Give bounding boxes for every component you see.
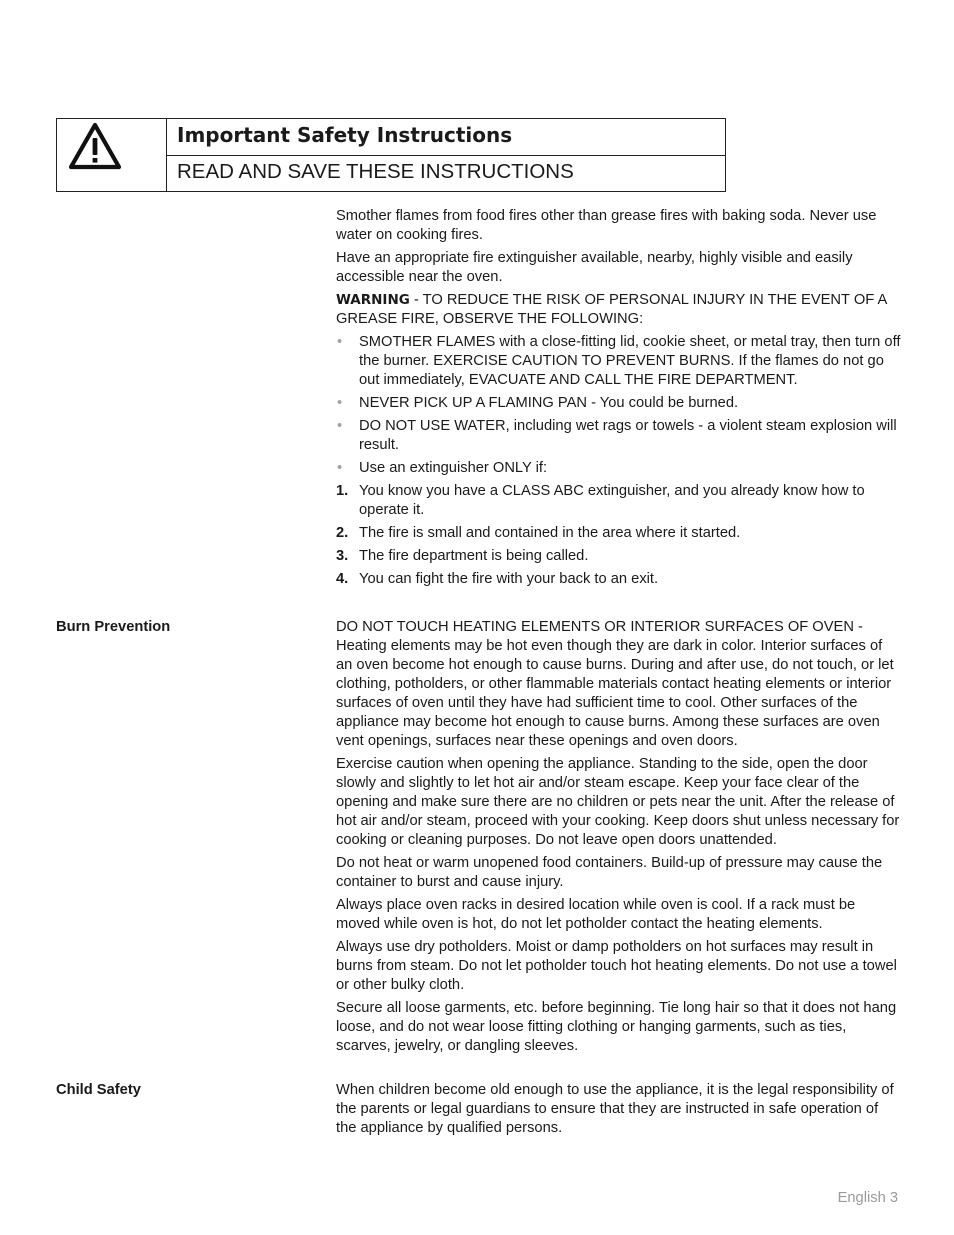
numbered-item: [336, 482, 902, 520]
numbered-item-text: You can fight the fire with your back to an exit.: [359, 571, 659, 587]
list-item-text: SMOTHER FLAMES with a close-fitting lid, cookie sheet, or metal tray, then turn off the burner. EXERCISE CAUTION TO PREVENT BURNS. If the flames do not go out immediately, EVACUATE AND CALL THE FIRE DEPARTMENT.: [359, 334, 901, 388]
item-number: 2.: [336, 525, 349, 541]
list-item: [336, 459, 902, 478]
paragraph: Have an appropriate fire extinguisher available, nearby, highly visible and easily accessible near the oven.: [336, 250, 853, 285]
item-number: 4.: [336, 571, 349, 587]
warning-text: - TO REDUCE THE RISK OF PERSONAL INJURY IN THE EVENT OF A GREASE FIRE, OBSERVE THE FOLLOWING:: [336, 292, 887, 327]
numbered-item: [336, 547, 902, 566]
header-subtitle: READ AND SAVE THESE INSTRUCTIONS: [177, 160, 574, 183]
item-number: 3.: [336, 548, 349, 564]
paragraph: Always place oven racks in desired location while oven is cool. If a rack must be moved while oven is hot, do not let potholder contact the heating elements.: [336, 897, 856, 932]
child-safety-label: Child Safety: [56, 1082, 141, 1098]
bullet-icon: •: [337, 460, 343, 476]
list-item: [336, 333, 902, 390]
list-item-text: NEVER PICK UP A FLAMING PAN - You could be burned.: [359, 395, 739, 411]
numbered-item-text: You know you have a CLASS ABC extinguisher, and you already know how to operate it.: [359, 483, 865, 518]
numbered-item-text: The fire is small and contained in the area where it started.: [359, 525, 741, 541]
list-item-text: DO NOT USE WATER, including wet rags or towels - a violent steam explosion will result.: [359, 418, 897, 453]
child-safety-section: [336, 1081, 902, 1142]
header-icon-cell: [57, 119, 167, 191]
warning-paragraph: [336, 291, 902, 329]
paragraph: Do not heat or warm unopened food containers. Build-up of pressure may cause the container to burst and cause injury.: [336, 855, 883, 890]
bullet-icon: •: [337, 418, 343, 434]
page-number: English 3: [837, 1190, 898, 1206]
fire-safety-section: [336, 207, 902, 593]
paragraph: Exercise caution when opening the appliance. Standing to the side, open the door slowly and slightly to let hot air and/or steam escape. Keep your face clear of the opening and make sure there are no children or pets near the unit. After the release of hot air and/or steam, proceed with your cooking. Keep doors shut unless necessary for cooking or cleaning purposes. Do not leave open doors unattended.: [336, 756, 900, 848]
header-title: Important Safety Instructions: [167, 119, 725, 156]
numbered-item: [336, 570, 902, 589]
list-item: [336, 394, 902, 413]
paragraph: When children become old enough to use the appliance, it is the legal responsibility of the parents or legal guardians to ensure that they are instructed in safe operation of the appliance by qualified persons.: [336, 1082, 894, 1136]
paragraph: DO NOT TOUCH HEATING ELEMENTS OR INTERIOR SURFACES OF OVEN - Heating elements may be hot even though they are dark in color. Interior surfaces of an oven become hot enough to cause burns. During and after use, do not touch, or let clothing, potholders, or other flammable materials contact heating elements or interior surfaces of oven until they have had sufficient time to cool. Other surfaces of the appliance may become hot enough to cause burns. Among these surfaces are oven vent openings, surfaces near these openings and oven doors.: [336, 619, 894, 749]
warning-label: WARNING: [336, 292, 410, 308]
burn-prevention-section: [336, 618, 902, 1060]
numbered-item: [336, 524, 902, 543]
list-item-text: Use an extinguisher ONLY if:: [359, 460, 548, 476]
numbered-item-text: The fire department is being called.: [359, 548, 589, 564]
burn-prevention-label: Burn Prevention: [56, 619, 171, 635]
warning-triangle-icon: [68, 122, 122, 172]
safety-header-box: [56, 118, 726, 192]
list-item: [336, 417, 902, 455]
paragraph: Secure all loose garments, etc. before beginning. Tie long hair so that it does not hang loose, and do not wear loose fitting clothing or hanging garments, such as ties, scarves, jewelry, or dangling sleeves.: [336, 1000, 897, 1054]
paragraph: Always use dry potholders. Moist or damp potholders on hot surfaces may result in burns from steam. Do not let potholder touch hot heating elements. Do not use a towel or other bulky cloth.: [336, 939, 897, 993]
bullet-icon: •: [337, 334, 343, 350]
item-number: 1.: [336, 483, 349, 499]
paragraph: Smother flames from food fires other than grease fires with baking soda. Never use water on cooking fires.: [336, 208, 877, 243]
bullet-icon: •: [337, 395, 343, 411]
